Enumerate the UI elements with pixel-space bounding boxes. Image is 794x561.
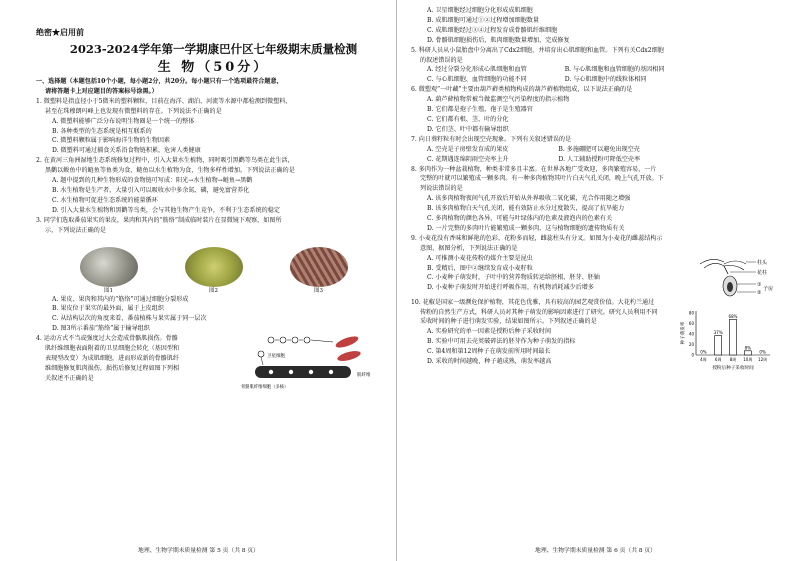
muscle-repair-diagram <box>241 334 391 396</box>
question-line: 6. 微塑观“一叶藏”主要由葫芦藓类植物构成的葫芦藓植物组成，以下说法正确的是 <box>411 86 633 94</box>
question-line: 5. 科研人员从小鼠胎盘中分离出了Cdx2细胞，并培育出心肌细胞和血管。下列有关Cdx2细胞 <box>411 46 664 54</box>
option-b: B. 多施硼肥可以避免出现空壳 <box>558 145 640 153</box>
question-9-body <box>411 254 774 298</box>
cell-circle <box>268 337 274 343</box>
figure-label: 图3 <box>314 287 323 294</box>
question-line: 甚至在珠穆朗玛峰上也发现有微塑料的存在。下列说法不正确的是 <box>45 107 222 115</box>
option-row <box>411 145 774 155</box>
option-c: C. 小麦种子萌发时，子叶中的营养物质转运给胚根、胚芽、胚轴 <box>427 274 600 282</box>
y-axis-label: 种子萌发率 <box>681 321 686 345</box>
exam-title: 2023-2024学年第一学期康巴什区七年级期末质量检测 <box>69 42 358 56</box>
option-d: D. 引入大量水生植物和黑鹳等鸟类，会与其他生物产生竞争，不利于生态系统的稳定 <box>52 206 280 214</box>
question-line: 8. 多肉作为一种盆栽植物，种类非常多且丰富。在世界各地广受欢迎，多肉繁殖容易，一片 <box>411 165 657 173</box>
x-tick-label: 8周 <box>729 357 737 363</box>
option-a: A. 果皮、果肉和其内的“筋络”可通过细胞分裂形成 <box>52 295 189 303</box>
option-row <box>411 65 774 75</box>
nucleus <box>329 370 333 374</box>
option-a: A. 可推测小麦花传粉的媒介主要是昆虫 <box>427 254 533 262</box>
x-tick-label: 4周 <box>700 357 707 363</box>
option-d: D. 人工辅助授粉可降低空壳率 <box>558 155 641 163</box>
nucleus <box>289 370 293 374</box>
pointer-line <box>261 357 263 365</box>
nucleus <box>269 370 273 374</box>
option-a: A. 葫芦藓植物常被当做监测空气污染程度的指示植物 <box>427 96 570 104</box>
y-tick-label: 20 <box>688 342 694 348</box>
question-line: 示，下列说法正确的是 <box>45 226 106 234</box>
bar-value-label: 68% <box>728 314 738 320</box>
option-b: B. 实验中可用去壳荚破碎法的胚芽作为种子萌发的指标 <box>427 338 576 346</box>
x-tick-label: 10周 <box>743 357 753 363</box>
y-tick-label: 60 <box>688 321 694 327</box>
option-a: A. 经过分裂分化形成心肌细胞和血管 <box>427 66 527 74</box>
question-line: 4. 运动方式不当或强度过大会造成骨骼肌损伤。骨骼 <box>36 335 178 343</box>
y-ticks <box>689 311 695 358</box>
option-b: B. 各种类型的生态系统是相互联系的 <box>52 127 152 135</box>
y-tick-label: 80 <box>688 310 694 316</box>
page-footer: 地理、生物学期末质量检测 第 6 页（共 8 页） <box>535 548 656 554</box>
option-d: D. 小麦种子萌发时开始进行呼吸作用，有机物消耗减少后增多 <box>427 284 594 292</box>
x-axis-label: 授粉后种子采收时间 <box>712 366 754 372</box>
label-satellite: 卫星细胞 <box>267 354 285 360</box>
option-b: B. 成肌细胞可通过①②过程增加细胞数量 <box>427 16 539 24</box>
option-d: D. 与心肌细胞中的线粒体相同 <box>564 76 647 84</box>
figure-3 <box>290 247 348 295</box>
bar-value-label: 0% <box>759 349 766 355</box>
option-a: A. 该多肉植物夜间气孔开放后开始从外界吸收二氧化碳，光合作用随之增强 <box>427 195 631 203</box>
option-b: B. 水生植物是生产者，大量引入可以吸收水中多余氮、磷，避免富营养化 <box>52 186 250 194</box>
question-6 <box>411 85 774 135</box>
ovule-shape <box>727 282 733 292</box>
question-5 <box>411 46 774 86</box>
option-c: C. 第4周和第12周种子在萌发前所用时间最长 <box>427 348 551 356</box>
label-myofiber: 肌纤维 <box>357 373 371 379</box>
question-line: 表现型改变）为成肌细胞，进而形成新的骨骼肌纤 <box>45 354 180 362</box>
option-c: C. 成肌细胞经过③④过程发育成骨骼肌纤维细胞 <box>427 26 558 34</box>
micrograph-image <box>185 247 243 287</box>
question-line: 列说法错误的是 <box>420 185 463 193</box>
question-line: 传粉的自然生产方式，科研人员对其种子萌发的影响因素进行了研究。研究人员利用不同 <box>420 308 658 316</box>
muscle-fiber <box>334 334 359 350</box>
micrograph-image <box>80 247 138 287</box>
option-row <box>411 75 774 85</box>
option-a: A. 微塑料能够广泛分布说明生物圈是一个统一的整体 <box>52 117 195 125</box>
option-c: C. 从结构层次的角度来看，番茄植株与果实属于同一层次 <box>52 315 207 323</box>
question-4-options <box>411 6 774 46</box>
option-c: C. 与心肌细胞、血管细胞的功能不同 <box>427 76 527 84</box>
micrograph-figures <box>36 236 391 295</box>
subject-title: 生 物（50分） <box>157 60 270 75</box>
option-b: B. 该多肉植物白天气孔关闭，能有效防止水分过度散失，提高了抗旱能力 <box>427 205 625 213</box>
question-line: 肌纤维细胞表面附着的卫星细胞会转化（基因型和 <box>45 345 180 353</box>
bar <box>744 351 751 355</box>
question-2 <box>36 156 391 215</box>
option-b: B. 与心肌细胞和血管细胞的基因相同 <box>564 66 665 74</box>
figure-label: 图2 <box>209 287 218 294</box>
label-stigma: 柱头 <box>757 259 768 266</box>
label-fiber-cell: 骨骼肌纤维细胞（多核） <box>241 385 289 391</box>
label-style: 花柱 <box>757 269 768 276</box>
satellite-cell <box>258 351 264 357</box>
question-line: 关叙述不正确的是 <box>45 374 94 382</box>
label-circle-2: ② <box>757 289 762 296</box>
option-c: C. 它们都有根、茎、叶的分化 <box>427 115 509 123</box>
option-b: B. 受精后，图中②继续发育成小麦籽粒 <box>427 264 533 272</box>
option-d: D. 骨骼肌细胞损伤后，肌肉细胞数量增加，完成修复 <box>427 36 570 44</box>
option-c: C. 多肉植物的颜色各异，可能与叶绿体内的色素及液泡内的色素有关 <box>427 215 613 223</box>
option-d: D. 采收的时间越晚，种子越成熟，萌发率越高 <box>427 358 552 366</box>
option-row <box>411 155 774 165</box>
question-4 <box>36 334 391 396</box>
question-3 <box>36 216 391 334</box>
bar <box>730 320 737 356</box>
question-line: 3. 同学们选取番茄果实的果皮，果肉和其内的“筋络”制成临时装片在显微镜下观察，如图所 <box>36 216 282 224</box>
figure-1 <box>80 247 138 295</box>
question-line: 7. 向日葵籽粒有时会出现空壳现象。下列有关叙述错误的是 <box>411 135 572 143</box>
section1-header: 一、选择题（本题包括10个小题，每小题2分，共20分。每小题只有一个选项最符合题意， <box>36 78 283 85</box>
micrograph-image <box>290 247 348 287</box>
cell-circle <box>292 337 298 343</box>
option-b: B. 它们都是孢子生殖，孢子是生殖器官 <box>427 106 533 114</box>
question-line: 黑鹳以鲅鱼中的鲢鱼等鱼类为食，鲢鱼以水生植物为食，生物多样性增加。下列说法正确的是 <box>45 167 295 175</box>
stigma-shape <box>700 259 746 270</box>
question-line: 完整的叶就可以繁殖成一颗多肉。有一种多肉植物其叶片白天气孔关闭，晚上气孔开放。下 <box>420 175 664 183</box>
label-ovary: 子房 <box>763 285 774 292</box>
section1-header-cont: 请将答题卡上对应题目的答案标号涂黑。） <box>45 87 158 95</box>
bar-value-label: 8% <box>744 345 751 351</box>
question-line: 9. 小麦花没有香味和鲜艳的色彩，花粉多而轻，雌蕊柱头有分叉。如图为小麦花的雌蕊结构示 <box>411 234 663 242</box>
bar <box>715 336 722 355</box>
question-7 <box>411 135 774 165</box>
option-d: D. 图3所示番茄“筋络”属于输导组织 <box>52 325 150 333</box>
figure-label: 图1 <box>104 287 113 294</box>
option-a: A. 题中提到的几种生物形成的食物链可写成：阳光→水生植物→鲢鱼→黑鹳 <box>52 177 253 185</box>
option-c: C. 花期遇连绵阴雨空壳率上升 <box>427 155 509 163</box>
option-b: B. 果皮位于果实的最外面，属于上皮组织 <box>52 305 164 313</box>
option-a: A. 卫星细胞经过细胞分化形成成肌细胞 <box>427 7 533 14</box>
cell-circle <box>304 337 310 343</box>
secret-label: 绝密★启用前 <box>36 27 84 37</box>
question-line: 1. 微塑料是指直径小于5微米的塑料颗粒，目前在海洋、湖泊、河流等水源中都检测到微塑料， <box>36 97 292 105</box>
right-page <box>397 0 794 561</box>
germination-bar-chart <box>678 305 774 371</box>
question-line: 10. 花椒是国家一级濒危保护植物，其花色优雅，具有较高的园艺观赏价值。大花杓兰通过 <box>411 298 655 306</box>
option-a: A. 空壳是子房壁发育成的果皮 <box>427 145 509 153</box>
page-footer: 地理、生物学期末质量检测 第 5 页（共 8 页） <box>138 548 259 554</box>
option-a: A. 实验研究的单一因素是授粉后种子采收时间 <box>427 328 552 336</box>
question-line: 意图，据图分析，下列说法正确的是 <box>420 244 518 252</box>
option-c: C. 微塑料颗粒属于影响海洋生物的生物因素 <box>52 137 171 145</box>
question-line: 2. 在黄河三角洲湿地生态系统修复过程中，引入大量水生植物，同时吸引黑鹳等鸟类在此生活， <box>36 157 294 165</box>
option-d: D. 它们茎、叶中都有输导组织 <box>427 125 509 133</box>
wheat-pistil-diagram <box>690 254 774 298</box>
option-c: C. 水生植物可促进生态系统的能量循环 <box>52 196 158 204</box>
question-line: 采收时间的种子进行萌发实验，结果如图所示。下列叙述正确的是 <box>420 318 597 326</box>
x-tick-label: 12周 <box>758 357 768 363</box>
option-d: D. 一片完整的多肉叶片能繁殖成一颗多肉，这与植物细胞的遗传物质有关 <box>427 224 625 232</box>
y-tick-label: 40 <box>688 331 694 337</box>
cell-circle <box>280 337 286 343</box>
y-tick-label: 0 <box>691 352 694 358</box>
style-shape <box>724 266 728 274</box>
question-10 <box>411 298 774 372</box>
nucleus <box>309 370 313 374</box>
question-8 <box>411 165 774 234</box>
question-line: 维细胞修复肌肉损伤，损伤后修复过程如图下列相 <box>45 364 180 372</box>
label-circle-1: ① <box>757 281 762 288</box>
arrow-line <box>311 340 333 342</box>
question-9 <box>411 234 774 298</box>
option-d: D. 微塑料可通过捕食关系沿食物链积累，危害人类健康 <box>52 147 201 155</box>
bar-value-label: 37% <box>713 330 723 336</box>
question-1 <box>36 97 391 156</box>
x-tick-label: 6周 <box>714 357 722 363</box>
bar-value-label: 0% <box>700 349 707 355</box>
question-line: 的叙述错误的是 <box>420 56 463 64</box>
figure-2 <box>185 247 243 295</box>
muscle-fiber <box>336 349 361 363</box>
